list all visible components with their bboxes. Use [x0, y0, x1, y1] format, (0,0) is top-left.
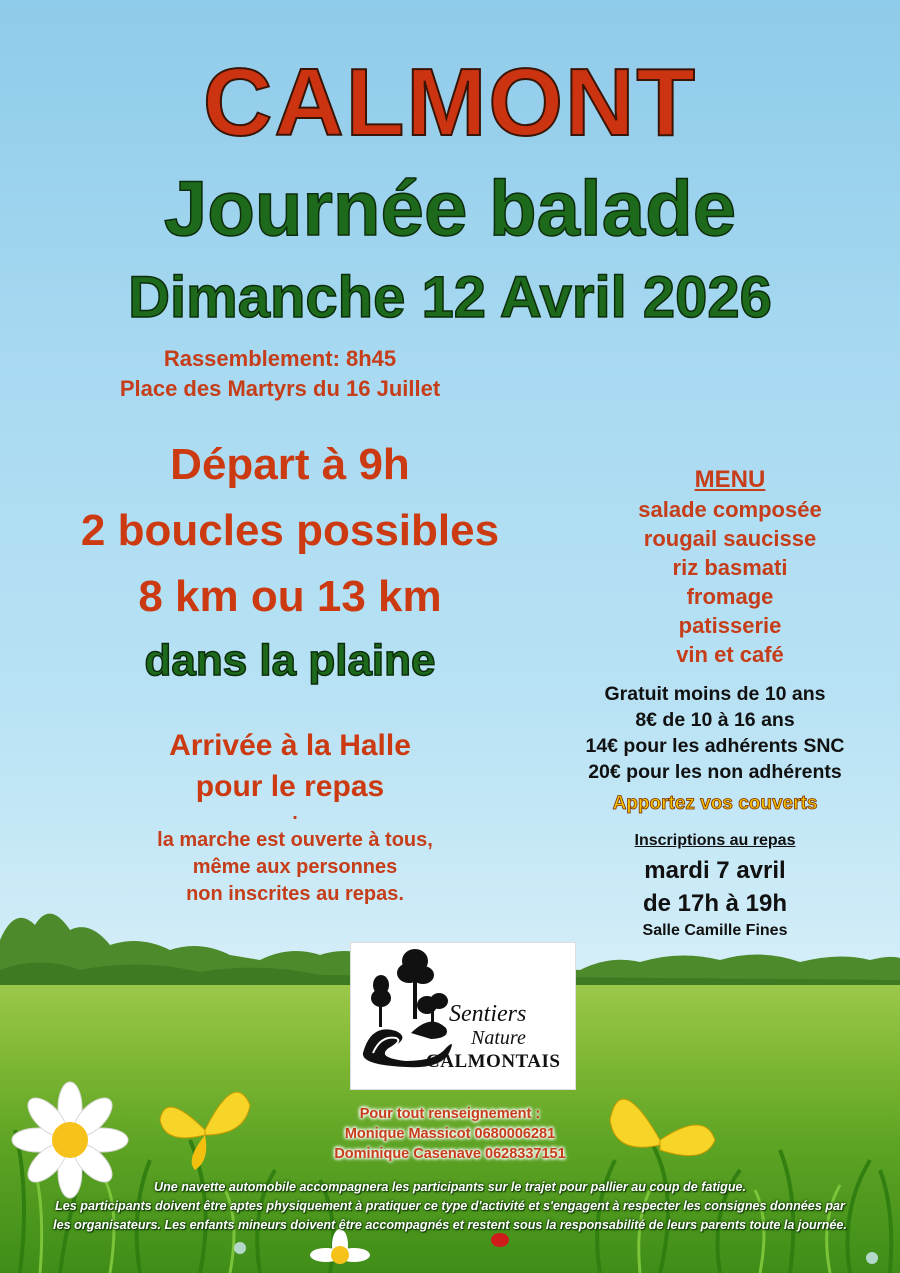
menu-item: vin et café [676, 642, 784, 667]
price-line: Gratuit moins de 10 ans [604, 683, 826, 705]
menu-title: MENU [694, 466, 766, 493]
menu-item: riz basmati [672, 555, 788, 580]
meeting-time: Rassemblement: 8h45 [163, 346, 397, 371]
contact-person-1: Monique Massicot 0680006281 [344, 1126, 556, 1142]
minors-notice: les organisateurs. Les enfants mineurs doivent être accompagnés et restent sous la responsabilité de leurs parents toute la journée. [53, 1218, 847, 1232]
loops-info: 2 boucles possibles [80, 506, 500, 555]
event-date: Dimanche 12 Avril 2026 [128, 265, 772, 330]
open-to-all-text-2: même aux personnes [192, 856, 398, 878]
participants-notice: Les participants doivent être aptes physiquement à pratiquer ce type d'activité et s'engagent à respecter les consignes données par [55, 1199, 845, 1213]
price-line: 8€ de 10 à 16 ans [635, 709, 795, 731]
separator-dot: . [292, 802, 298, 824]
arrival-place: Arrivée à la Halle [169, 729, 411, 762]
menu-item: fromage [686, 584, 774, 609]
logo-text-calmontais: CALMONTAIS [426, 1051, 561, 1072]
registration-day: mardi 7 avril [644, 857, 786, 884]
walk-location: dans la plaine [144, 636, 436, 685]
registration-hours: de 17h à 19h [642, 890, 788, 917]
arrival-purpose: pour le repas [195, 770, 385, 803]
contact-person-2: Dominique Casenave 0628337151 [334, 1146, 566, 1162]
shuttle-notice: Une navette automobile accompagnera les participants sur le trajet pour pallier au coup de fatigue. [153, 1180, 747, 1194]
menu-item: patisserie [678, 613, 782, 638]
butterfly-left [160, 1092, 250, 1170]
club-logo [350, 942, 576, 1090]
contact-title: Pour tout renseignement : [359, 1106, 541, 1122]
registration-place: Salle Camille Fines [642, 922, 788, 939]
menu-item: salade composée [638, 497, 822, 522]
distances-info: 8 km ou 13 km [138, 572, 442, 621]
registration-label: Inscriptions au repas [634, 832, 796, 849]
logo-text-nature: Nature [471, 1027, 526, 1049]
price-line: 20€ pour les non adhérents [588, 761, 842, 783]
meeting-place: Place des Martyrs du 16 Juillet [119, 376, 441, 401]
event-title: CALMONT [203, 49, 697, 156]
event-subtitle: Journée balade [163, 164, 737, 252]
open-to-all-text: la marche est ouverte à tous, [157, 829, 433, 851]
price-line: 14€ pour les adhérents SNC [585, 735, 845, 757]
bring-cutlery-note: Apportez vos couverts [612, 793, 818, 814]
open-to-all-text-3: non inscrites au repas. [186, 883, 404, 905]
menu-item: rougail saucisse [643, 526, 817, 551]
logo-text-sentiers: Sentiers [449, 1001, 527, 1027]
departure-time: Départ à 9h [170, 440, 410, 489]
butterfly-right [610, 1099, 715, 1155]
